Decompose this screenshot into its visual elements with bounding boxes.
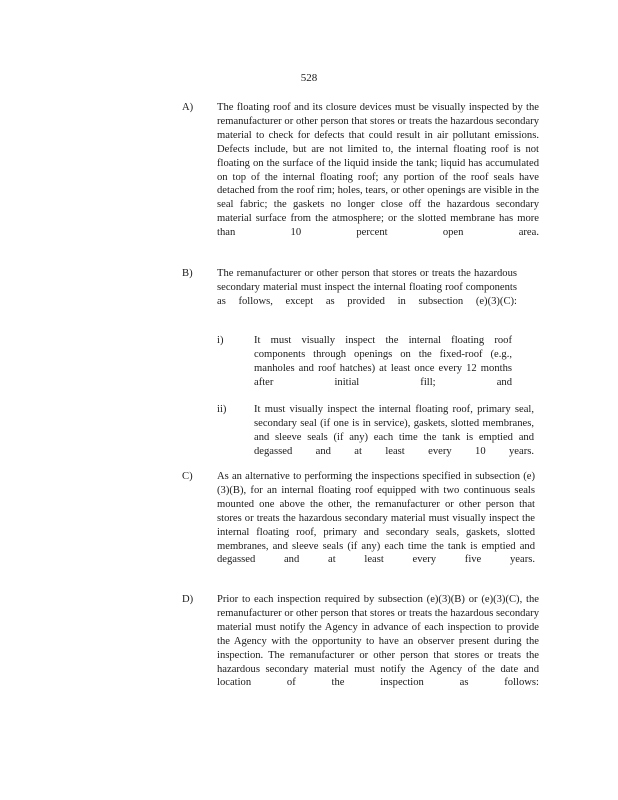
subparagraph-ii-text: It must visually inspect the internal floating roof, primary seal, secondary seal (if one is in service), gaskets, slotted membranes, and sleeve seals (if any) each time the tank is emptied and degassed and at least every 10 years. (254, 404, 534, 457)
paragraph-d-label: D) (182, 594, 194, 605)
subparagraph-i-label: i) (217, 335, 224, 346)
paragraph-a-label: A) (182, 102, 194, 113)
paragraph-c-text: As an alternative to performing the inspections specified in subsection (e)(3)(B), for an internal floating roof equipped with two continuous seals mounted one above the other, the remanufacturer or other person that stores or treats the hazardous secondary material must visually inspect the internal floating roof, primary and secondary seals, gaskets, slotted membranes, and sleeve seals (if any) each time the tank is emptied and degassed and at least every five years. (217, 471, 535, 566)
page-number: 528 (300, 72, 318, 84)
paragraph-c-label: C) (182, 471, 193, 482)
subparagraph-i-text: It must visually inspect the internal floating roof components through openings on the fixed-roof (e.g., manholes and roof hatches) at least once every 12 months after initial fill; and (254, 335, 512, 388)
paragraph-a-text: The floating roof and its closure devices must be visually inspected by the remanufacturer or other person that stores or treats the hazardous secondary material to check for defects that could result in air pollutant emissions. Defects include, but are not limited to, the internal floating roof is not floating on the surface of the liquid inside the tank; liquid has accumulated on top of the internal floating roof; any portion of the roof seals have detached from the roof rim; holes, tears, or other openings are visible in the seal fabric; the gaskets no longer close off the hazardous secondary material surface from the atmosphere; or the slotted membrane has more than 10 percent open area. (217, 102, 539, 239)
paragraph-d-text: Prior to each inspection required by subsection (e)(3)(B) or (e)(3)(C), the remanufacturer or other person that stores or treats the hazardous secondary material must notify the Agency in advance of each inspection to provide the Agency with the opportunity to have an observer present during the inspection. The remanufacturer or other person that stores or treats the hazardous secondary material must notify the Agency of the date and location of the inspection as follows: (217, 594, 539, 689)
paragraph-b-text: The remanufacturer or other person that stores or treats the hazardous secondary material must inspect the internal floating roof components as follows, except as provided in subsection (e)(3)(C): (217, 268, 517, 307)
subparagraph-ii-label: ii) (217, 404, 227, 415)
paragraph-b-label: B) (182, 268, 193, 279)
